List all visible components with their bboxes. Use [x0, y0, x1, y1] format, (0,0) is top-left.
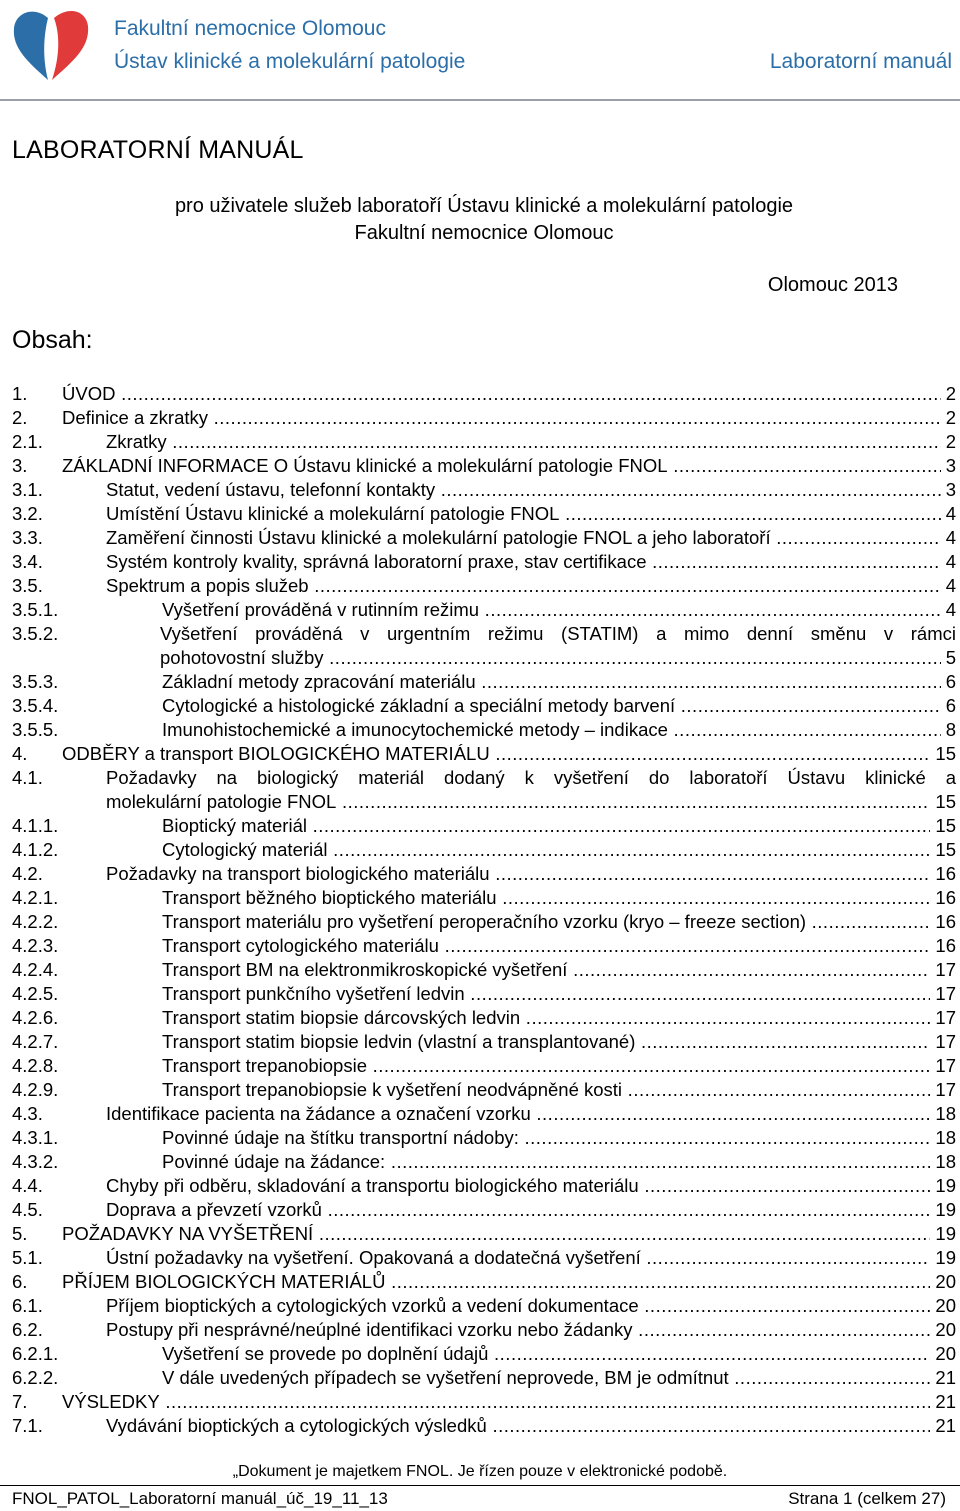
toc-entry-page: 18 [930, 1126, 956, 1150]
toc-entry-page: 8 [941, 718, 956, 742]
toc-entry[interactable] [12, 598, 956, 622]
toc-entry[interactable] [12, 718, 956, 742]
toc-entry[interactable] [12, 1198, 956, 1222]
toc-entry-number: 3. [12, 455, 28, 476]
toc-entry[interactable] [12, 1054, 956, 1078]
toc-entry-page: 21 [930, 1390, 956, 1414]
toc-entry-page: 2 [941, 406, 956, 430]
toc-entry-title: Vyšetření prováděná v rutinním režimu ..... [162, 598, 956, 622]
toc-entry-title-continued: pohotovostní služby ..... [160, 646, 956, 670]
toc-entry-title: Imunohistochemické a imunocytochemické metody – indikace ..... [162, 718, 956, 742]
toc-entry-number: 3.5.2. [12, 623, 59, 644]
toc-entry[interactable] [12, 1174, 956, 1198]
toc-entry[interactable] [12, 886, 956, 910]
toc-entry[interactable] [12, 1414, 956, 1438]
toc-entry-title: Zkratky ..... [106, 430, 956, 454]
table-of-contents [12, 382, 956, 1438]
toc-entry-title: Bioptický materiál ..... [162, 814, 956, 838]
toc-entry-title: Transport BM na elektronmikroskopické vyšetření ..... [162, 958, 956, 982]
toc-entry-number: 4.3.2. [12, 1151, 59, 1172]
toc-entry[interactable] [12, 1246, 956, 1270]
toc-entry[interactable] [12, 934, 956, 958]
toc-entry-title: POŽADAVKY NA VYŠETŘENÍ ..... [62, 1222, 956, 1246]
toc-entry-title: ZÁKLADNÍ INFORMACE O Ústavu klinické a molekulární patologie FNOL ..... [62, 454, 956, 478]
toc-entry-page: 4 [941, 550, 956, 574]
toc-entry-title: Transport materiálu pro vyšetření peroperačního vzorku (kryo – freeze section) ..... [162, 910, 956, 934]
toc-entry-page: 19 [930, 1246, 956, 1270]
toc-entry[interactable] [12, 1318, 956, 1342]
toc-entry-title: Transport trepanobiopsie k vyšetření neodvápněné kosti ..... [162, 1078, 956, 1102]
toc-entry[interactable] [12, 838, 956, 862]
toc-entry-number: 3.5.4. [12, 695, 59, 716]
toc-entry-page: 19 [930, 1198, 956, 1222]
toc-entry-number: 2.1. [12, 431, 43, 452]
toc-entry[interactable] [12, 814, 956, 838]
toc-entry-page: 20 [930, 1270, 956, 1294]
toc-entry-number: 4.3.1. [12, 1127, 59, 1148]
toc-entry-number: 4.1.2. [12, 839, 59, 860]
toc-entry-number: 6.1. [12, 1295, 43, 1316]
footer-note: „Dokument je majetkem FNOL. Je řízen pouze v elektronické podobě. [232, 1463, 728, 1480]
footer-doc-id: FNOL_PATOL_Laboratorní manuál_úč_19_11_13 [12, 1489, 388, 1508]
toc-entry-number: 4.2.5. [12, 983, 59, 1004]
toc-entry-title: Vydávání bioptických a cytologických výsledků ..... [106, 1414, 956, 1438]
toc-entry-number: 4.2.2. [12, 911, 59, 932]
toc-entry-title: Povinné údaje na žádance: ..... [162, 1150, 956, 1174]
toc-entry-title: Definice a zkratky ..... [62, 406, 956, 430]
toc-entry-number: 4.2.6. [12, 1007, 59, 1028]
toc-entry-number: 6.2.2. [12, 1367, 59, 1388]
toc-entry-title: V dále uvedených případech se vyšetření neprovede, BM je odmítnut ..... [162, 1366, 956, 1390]
toc-entry-number: 4.1. [12, 767, 43, 788]
toc-entry[interactable] [12, 382, 956, 406]
toc-entry-title: PŘÍJEM BIOLOGICKÝCH MATERIÁLŮ ..... [62, 1270, 956, 1294]
toc-entry-page: 17 [930, 1054, 956, 1078]
toc-entry-number: 3.1. [12, 479, 43, 500]
footer-page-info: Strana 1 (celkem 27) [788, 1489, 946, 1508]
toc-entry[interactable] [12, 1102, 956, 1126]
header-doc-type: Laboratorní manuál [769, 50, 952, 73]
toc-entry-title: Požadavky na biologický materiál dodaný k vyšetření do laboratoří Ústavu klinické a [106, 767, 956, 788]
toc-entry[interactable] [12, 1078, 956, 1102]
toc-entry-number: 4.2. [12, 863, 43, 884]
toc-entry[interactable] [12, 526, 956, 550]
toc-entry-page: 20 [930, 1318, 956, 1342]
toc-entry-title: VÝSLEDKY ..... [62, 1390, 956, 1414]
toc-entry-number: 7.1. [12, 1415, 43, 1436]
toc-entry[interactable] [12, 982, 956, 1006]
toc-entry-number: 5. [12, 1223, 28, 1244]
toc-entry-title: Transport běžného bioptického materiálu ..... [162, 886, 956, 910]
toc-entry-title: Statut, vedení ústavu, telefonní kontakty ..... [106, 478, 956, 502]
toc-entry[interactable] [12, 550, 956, 574]
toc-entry-page: 21 [930, 1366, 956, 1390]
toc-entry[interactable] [12, 910, 956, 934]
toc-entry-number: 4.1.1. [12, 815, 59, 836]
toc-entry-title: Transport statim biopsie dárcovských ledvin ..... [162, 1006, 956, 1030]
toc-entry-page: 19 [930, 1222, 956, 1246]
toc-entry-page: 20 [930, 1294, 956, 1318]
toc-entry-page: 16 [930, 862, 956, 886]
toc-entry-title: Transport trepanobiopsie ..... [162, 1054, 956, 1078]
toc-entry-page: 3 [941, 478, 956, 502]
toc-entry-title: Identifikace pacienta na žádance a označení vzorku ..... [106, 1102, 956, 1126]
document-subtitle-line2: Fakultní nemocnice Olomouc [354, 222, 614, 244]
toc-entry-number: 3.5.3. [12, 671, 59, 692]
toc-entry[interactable] [12, 694, 956, 718]
toc-entry-title: Postupy při nesprávné/neúplné identifikaci vzorku nebo žádanky ..... [106, 1318, 956, 1342]
toc-entry-title: ÚVOD ..... [62, 382, 956, 406]
toc-entry-number: 7. [12, 1391, 28, 1412]
toc-entry[interactable] [12, 1342, 956, 1366]
toc-entry[interactable] [12, 742, 956, 766]
toc-entry[interactable] [12, 862, 956, 886]
toc-entry-title: Transport statim biopsie ledvin (vlastní a transplantované) ..... [162, 1030, 956, 1054]
toc-entry-title: Chyby při odběru, skladování a transportu biologického materiálu ..... [106, 1174, 956, 1198]
toc-entry[interactable] [12, 478, 956, 502]
toc-entry-title-continued: molekulární patologie FNOL ..... [106, 790, 956, 814]
toc-entry-number: 3.4. [12, 551, 43, 572]
toc-entry-number: 6.2.1. [12, 1343, 59, 1364]
toc-entry-page: 19 [930, 1174, 956, 1198]
toc-entry-page: 4 [941, 598, 956, 622]
toc-entry[interactable] [12, 1390, 956, 1414]
toc-entry-number: 4.2.8. [12, 1055, 59, 1076]
toc-entry[interactable] [12, 670, 956, 694]
toc-entry-number: 4.2.7. [12, 1031, 59, 1052]
toc-entry-page: 17 [930, 1078, 956, 1102]
toc-entry-number: 5.1. [12, 1247, 43, 1268]
toc-entry-page: 3 [941, 454, 956, 478]
toc-entry-page: 15 [930, 790, 956, 814]
toc-entry-page: 17 [930, 958, 956, 982]
toc-entry-number: 3.3. [12, 527, 43, 548]
toc-entry[interactable] [12, 1294, 956, 1318]
toc-entry[interactable] [12, 1006, 956, 1030]
toc-entry-number: 4.2.9. [12, 1079, 59, 1100]
toc-entry[interactable] [12, 430, 956, 454]
toc-entry-page: 4 [941, 502, 956, 526]
toc-entry[interactable] [12, 1126, 956, 1150]
toc-heading: Obsah: [12, 326, 93, 354]
toc-entry-page: 18 [930, 1102, 956, 1126]
toc-entry-page: 4 [941, 574, 956, 598]
document-subtitle-line1: pro uživatele služeb laboratoří Ústavu klinické a molekulární patologie [174, 195, 794, 217]
toc-entry-page: 16 [930, 910, 956, 934]
toc-entry-title: Transport punkčního vyšetření ledvin ..... [162, 982, 956, 1006]
toc-entry-page: 15 [930, 814, 956, 838]
toc-entry[interactable] [12, 454, 956, 478]
toc-entry[interactable] [12, 1366, 956, 1390]
toc-entry-title: Základní metody zpracování materiálu ..... [162, 670, 956, 694]
place-year: Olomouc 2013 [767, 274, 898, 296]
toc-entry-title: Cytologické a histologické základní a speciální metody barvení ..... [162, 694, 956, 718]
toc-entry-page: 17 [930, 1006, 956, 1030]
toc-entry-page: 17 [930, 1030, 956, 1054]
toc-entry-title: Požadavky na transport biologického materiálu ..... [106, 862, 956, 886]
toc-entry-page: 20 [930, 1342, 956, 1366]
page-header [0, 0, 960, 102]
toc-entry[interactable] [12, 574, 956, 598]
toc-entry-title: Vyšetření se provede po doplnění údajů ..... [162, 1342, 956, 1366]
toc-entry-title: Vyšetření prováděná v urgentním režimu (STATIM) a mimo denní směnu v rámci [160, 623, 956, 644]
document-title: LABORATORNÍ MANUÁL [12, 136, 304, 164]
toc-entry-title: Doprava a převzetí vzorků ..... [106, 1198, 956, 1222]
toc-entry-page: 18 [930, 1150, 956, 1174]
toc-entry-number: 4. [12, 743, 28, 764]
toc-entry[interactable] [12, 1150, 956, 1174]
toc-entry-page: 15 [930, 742, 956, 766]
toc-entry-title: Spektrum a popis služeb ..... [106, 574, 956, 598]
toc-entry[interactable] [12, 958, 956, 982]
toc-entry-title: Transport cytologického materiálu ..... [162, 934, 956, 958]
toc-entry-page: 5 [941, 646, 956, 670]
toc-entry-page: 16 [930, 886, 956, 910]
fnol-logo-icon [8, 4, 96, 84]
toc-entry-page: 21 [930, 1414, 956, 1438]
toc-entry-number: 4.5. [12, 1199, 43, 1220]
toc-entry-page: 2 [941, 382, 956, 406]
toc-entry[interactable] [12, 622, 956, 670]
toc-entry-title: Zaměření činnosti Ústavu klinické a molekulární patologie FNOL a jeho laboratoří ..... [106, 526, 956, 550]
toc-entry[interactable] [12, 1030, 956, 1054]
toc-entry-title: Systém kontroly kvality, správná laboratorní praxe, stav certifikace ..... [106, 550, 956, 574]
toc-entry-number: 2. [12, 407, 28, 428]
toc-entry-number: 4.2.3. [12, 935, 59, 956]
toc-entry-title: Umístění Ústavu klinické a molekulární patologie FNOL ..... [106, 502, 956, 526]
toc-entry[interactable] [12, 502, 956, 526]
toc-entry-number: 3.5. [12, 575, 43, 596]
toc-entry-number: 3.5.5. [12, 719, 59, 740]
header-department: Ústav klinické a molekulární patologie [114, 50, 466, 73]
toc-entry-number: 4.2.1. [12, 887, 59, 908]
toc-entry[interactable] [12, 1270, 956, 1294]
toc-entry-page: 16 [930, 934, 956, 958]
toc-entry-page: 2 [941, 430, 956, 454]
toc-entry-page: 17 [930, 982, 956, 1006]
toc-entry-page: 4 [941, 526, 956, 550]
toc-entry-title: Příjem bioptických a cytologických vzorků a vedení dokumentace ..... [106, 1294, 956, 1318]
toc-entry-title: Ústní požadavky na vyšetření. Opakovaná a dodatečná vyšetření ..... [106, 1246, 956, 1270]
toc-entry-page: 6 [941, 694, 956, 718]
toc-entry-number: 4.3. [12, 1103, 43, 1124]
toc-entry-number: 1. [12, 383, 28, 404]
toc-entry-number: 4.4. [12, 1175, 43, 1196]
toc-entry-number: 6.2. [12, 1319, 43, 1340]
toc-entry-page: 15 [930, 838, 956, 862]
toc-entry-title: Povinné údaje na štítku transportní nádoby: ..... [162, 1126, 956, 1150]
toc-entry-number: 4.2.4. [12, 959, 59, 980]
header-org-name: Fakultní nemocnice Olomouc [114, 17, 386, 40]
footer-divider [0, 1485, 960, 1486]
toc-entry[interactable] [12, 1222, 956, 1246]
toc-entry[interactable] [12, 406, 956, 430]
toc-entry-title: ODBĚRY a transport BIOLOGICKÉHO MATERIÁLU ..... [62, 742, 956, 766]
toc-entry-page: 6 [941, 670, 956, 694]
toc-entry-title: Cytologický materiál ..... [162, 838, 956, 862]
header-divider [0, 99, 960, 101]
toc-entry-number: 3.2. [12, 503, 43, 524]
toc-entry-number: 6. [12, 1271, 28, 1292]
toc-entry[interactable] [12, 766, 956, 814]
toc-entry-number: 3.5.1. [12, 599, 59, 620]
